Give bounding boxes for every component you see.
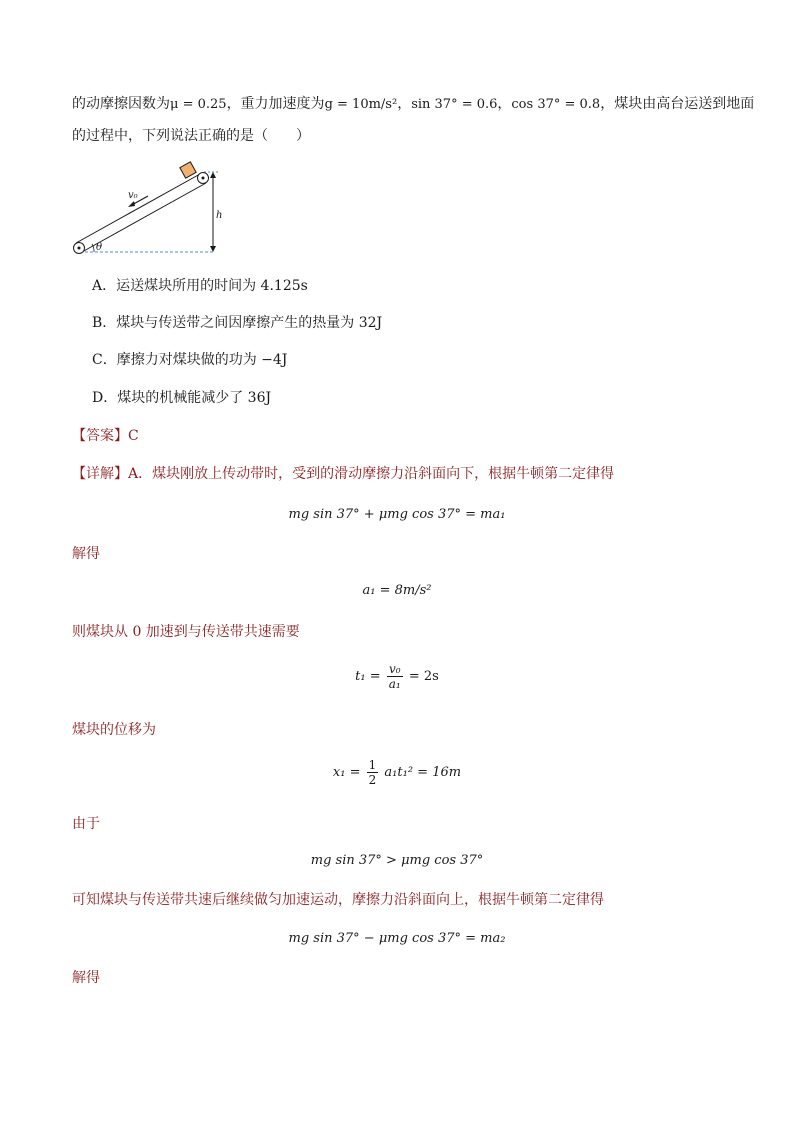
equation-1-text: mg sin 37° + μmg cos 37° = ma₁: [288, 507, 506, 522]
equation-2: [0, 582, 794, 600]
question-line-2: 的过程中，下列说法正确的是（ ）: [72, 128, 310, 144]
solve-label-2: 解得: [72, 970, 100, 986]
answer-value: C: [128, 428, 139, 444]
v0-label: v₀: [128, 190, 138, 201]
question-line-1: [72, 94, 754, 115]
text-6: 可知煤块与传送带共速后继续做匀加速运动，摩擦力沿斜面向上，根据牛顿第二定律得: [72, 892, 604, 908]
option-c: C．摩擦力对煤块做的功为 −4J: [92, 352, 288, 368]
cos-value: cos 37° = 0.8: [511, 97, 601, 112]
equation-5-text: mg sin 37° > μmg cos 37°: [310, 853, 484, 868]
mu-value: μ = 0.25: [170, 97, 227, 112]
equation-2-text: a₁ = 8m/s²: [362, 583, 432, 598]
text-4: 煤块的位移为: [72, 722, 156, 738]
equation-3: [0, 662, 794, 691]
equation-5: [0, 852, 794, 870]
equation-3-denominator: a₁: [388, 677, 401, 691]
detail-intro-line: [72, 464, 614, 484]
question-suffix: ，煤块由高台运送到地面: [600, 96, 755, 112]
equation-3-right: = 2s: [408, 669, 439, 684]
text-3: 则煤块从 0 加速到与传送带共速需要: [72, 624, 300, 640]
option-a: A．运送煤块所用的时间为 4.125s: [92, 278, 308, 294]
theta-label: θ: [96, 242, 103, 253]
solve-label-1: 解得: [72, 546, 100, 562]
equation-3-numerator: v₀: [387, 662, 403, 677]
g-value: g = 10m/s²: [324, 97, 398, 112]
equation-4-left: x₁ =: [332, 765, 361, 780]
equation-1: [0, 506, 794, 524]
answer-line: [72, 426, 139, 446]
equation-4: [0, 758, 794, 787]
equation-4-right: a₁t₁² = 16m: [384, 765, 462, 780]
separator: ，: [397, 96, 412, 112]
equation-4-numerator: 1: [368, 758, 377, 772]
text-5: 由于: [72, 816, 100, 832]
question-prefix: 的动摩擦因数为: [72, 96, 170, 112]
option-b: B．煤块与传送带之间因摩擦产生的热量为 32J: [92, 315, 383, 331]
detail-intro: A．煤块刚放上传动带时，受到的滑动摩擦力沿斜面向下，根据牛顿第二定律得: [128, 466, 615, 482]
equation-4-fraction: [367, 758, 379, 787]
answer-label: 【答案】: [72, 428, 128, 444]
equation-3-fraction: [387, 662, 403, 691]
conveyor-figure: [68, 160, 228, 260]
coal-block: [180, 162, 196, 178]
equation-3-left: t₁ =: [355, 669, 381, 684]
equation-6-text: mg sin 37° − μmg cos 37° = ma₂: [288, 931, 506, 946]
option-d: D．煤块的机械能减少了 36J: [92, 390, 272, 406]
detail-label: 【详解】: [72, 466, 128, 482]
separator-2: ，: [497, 96, 512, 112]
h-label: h: [216, 210, 223, 221]
question-mid: ，重力加速度为: [226, 96, 325, 112]
sin-value: sin 37° = 0.6: [411, 97, 498, 112]
belt-upper-line: [76, 174, 200, 243]
equation-4-denominator: 2: [368, 773, 377, 787]
equation-6: [0, 930, 794, 948]
